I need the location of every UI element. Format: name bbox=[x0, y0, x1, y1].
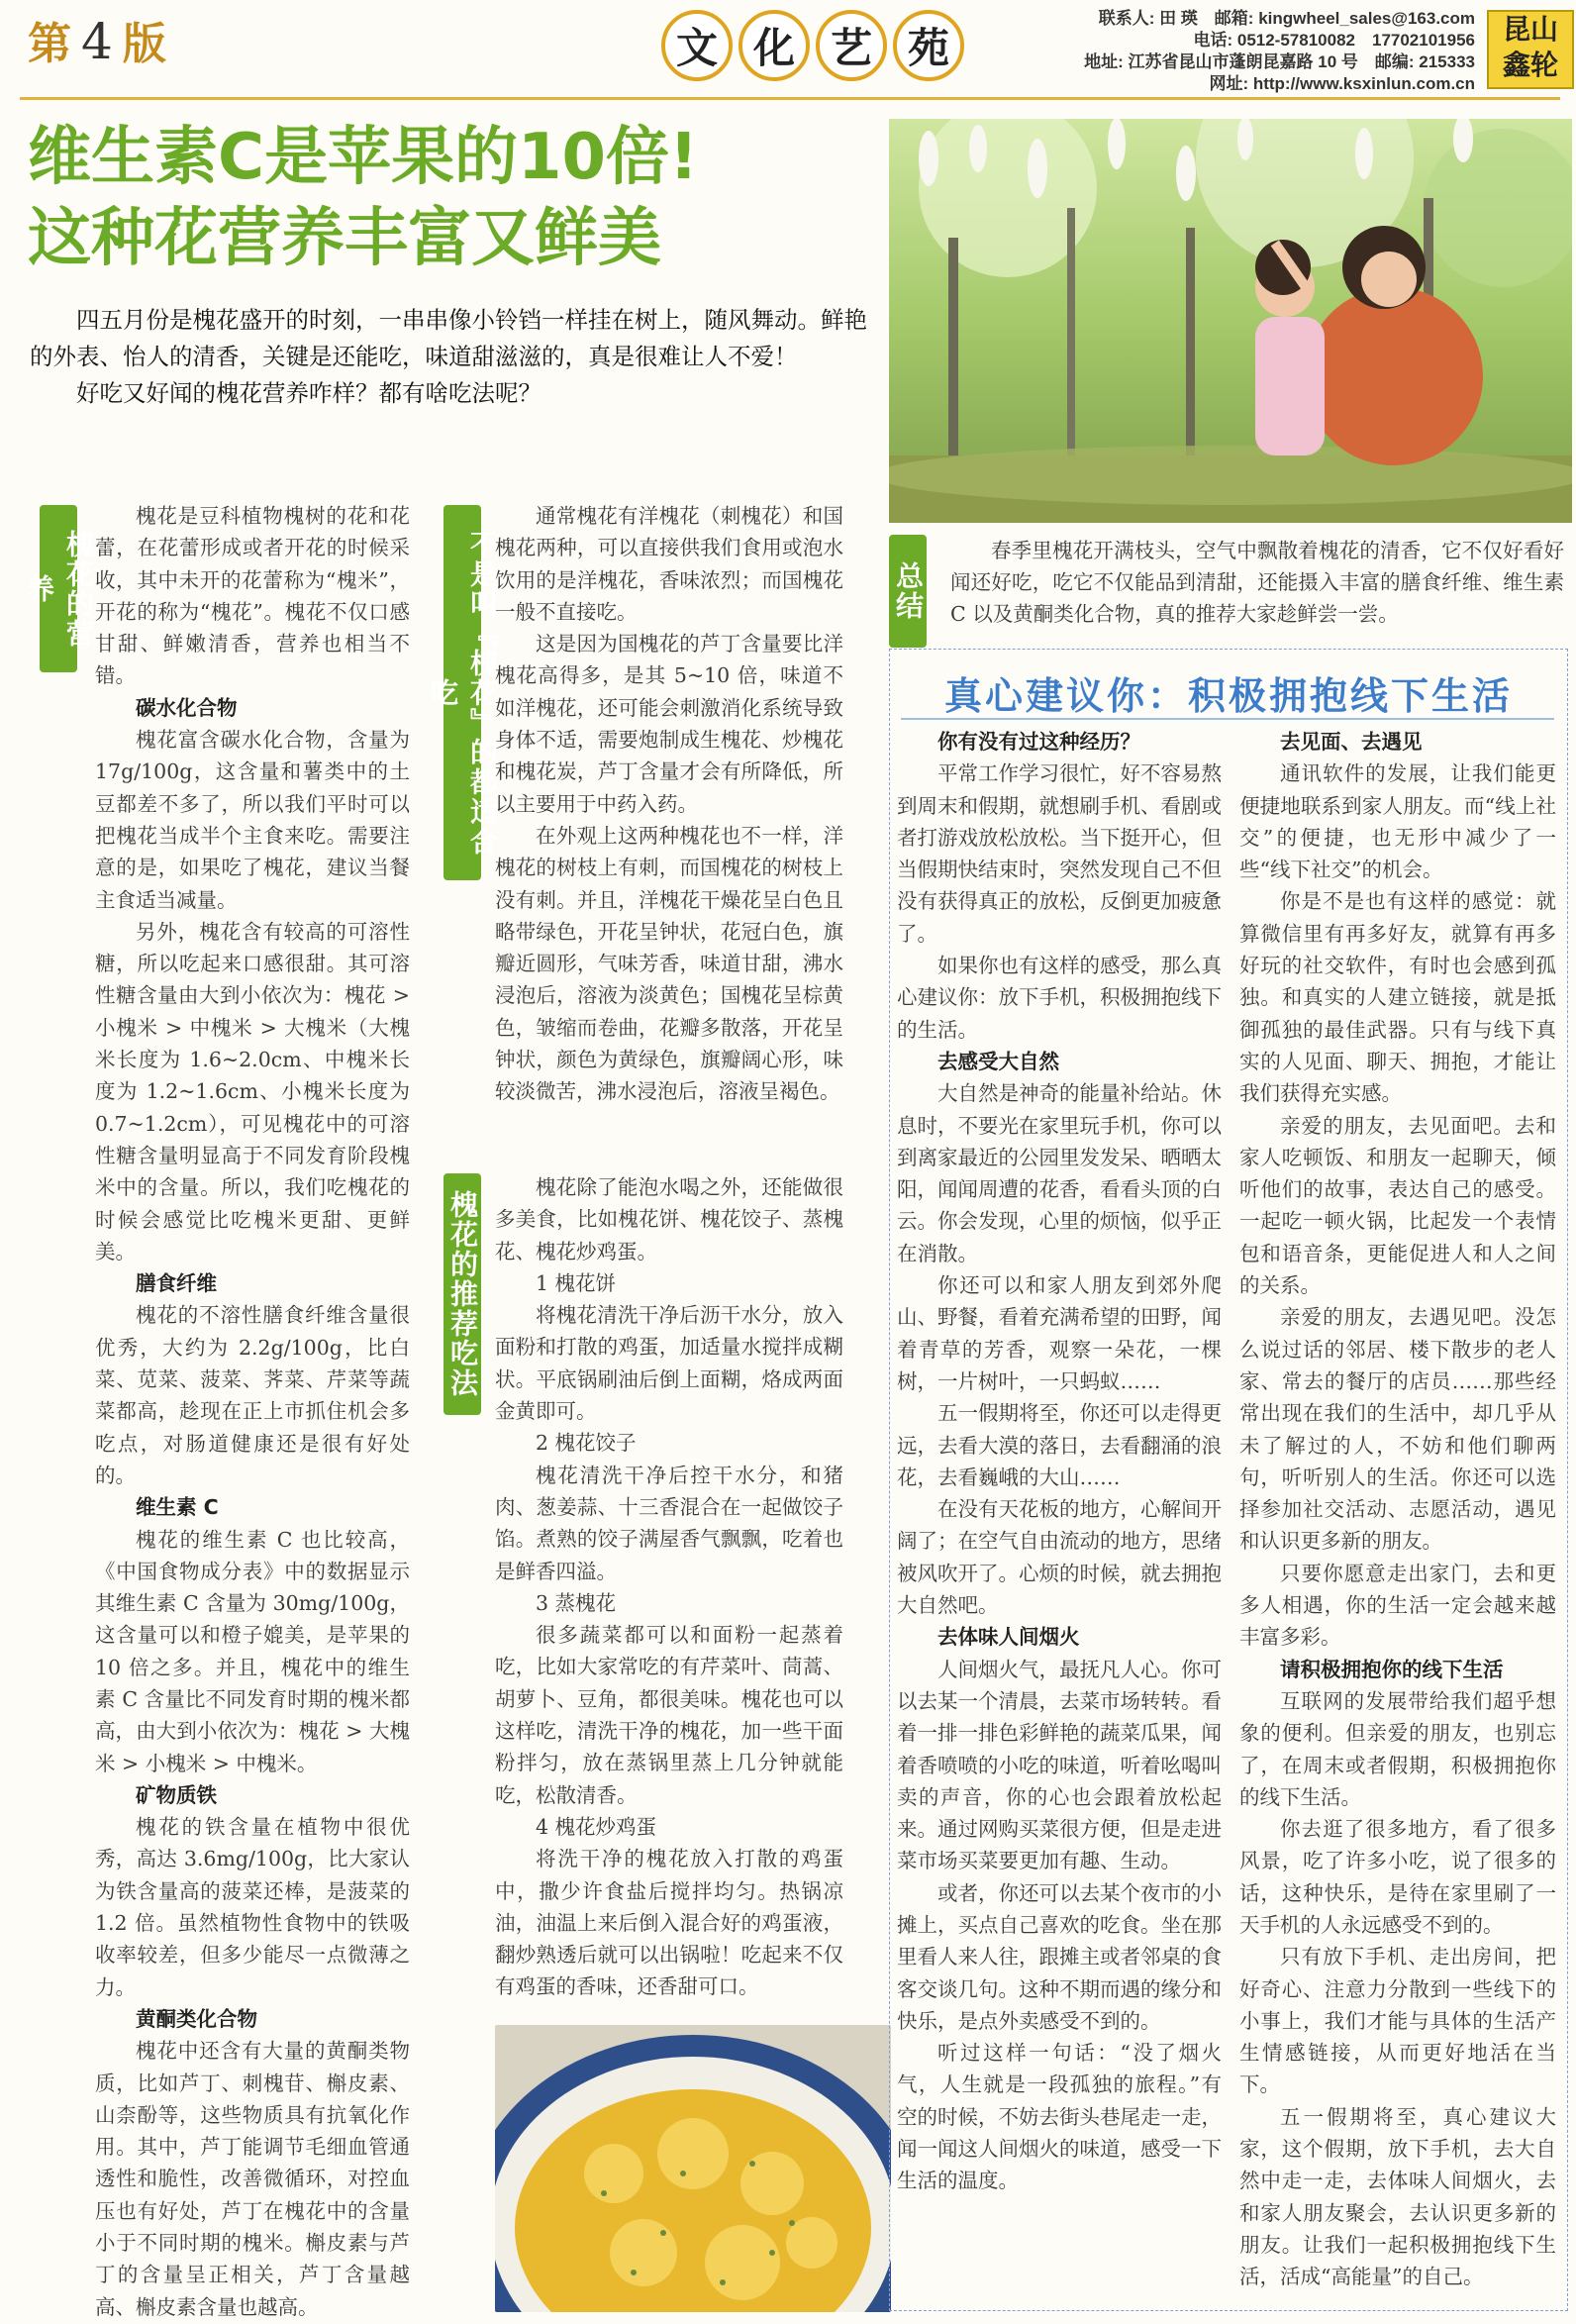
summary-text: 春季里槐花开满枝头，空气中飘散着槐花的清香，它不仅好看好闻还好吃，吃它不仅能品到清甜，还能摄入丰富的膳食纤维、维生素 C 以及黄酮类化合物，真的推荐大家趁鲜尝一尝。 bbox=[950, 539, 1564, 626]
header-divider bbox=[20, 97, 1560, 100]
contact-line: 联系人: 田 瑛 邮箱: kingwheel_sales@163.com bbox=[1098, 9, 1475, 28]
section-masthead bbox=[661, 10, 964, 81]
label-nutrition: 槐花的营养 bbox=[40, 505, 77, 672]
contact-info bbox=[1010, 8, 1475, 95]
subheading: 去感受大自然 bbox=[937, 1049, 1059, 1073]
label-not-all-edible: 不是叫『槐花』的都适合吃 bbox=[443, 505, 481, 880]
contact-line: 网址: http://www.ksxinlun.com.cn bbox=[1209, 74, 1475, 93]
subheading: 膳食纤维 bbox=[136, 1271, 217, 1296]
dish-illustration bbox=[495, 2025, 891, 2312]
box-title-divider bbox=[901, 718, 1554, 720]
article-title: 维生素C是苹果的10倍! 这种花营养丰富又鲜美 bbox=[28, 121, 699, 275]
masthead-char: 文 bbox=[661, 10, 733, 81]
recipe-heading: 2 槐花饺子 bbox=[536, 1431, 637, 1456]
offline-column-right: 去见面、去遇见 通讯软件的发展，让我们能更便捷地联系到家人朋友。而“线上社交”的便捷，也无形中减少了一些“线下社交”的机会。 你是不是也有这样的感觉：就算微信里有再多好友，就算有再多好玩的社交软件，有时也会感到孤独。和真实的人建立链接，就是抵御孤独的最佳武器。只有与线下真实的人见面、聊天、拥抱，才能让我们获得充实感。 亲爱的朋友，去见面吧。去和家人吃顿饭、和朋友一起聊天，倾听他们的故事，表达自己的感受。一起吃一顿火锅，比起发一个表情包和语音条，更能促进人和人之间的关系。 亲爱的朋友，去遇见吧。没怎么说过话的邻居、楼下散步的老人家、常去的餐厅的店员……那些经常出现在我们的生活中，却几乎从未了解过的人，不妨和他们聊两句，听听别人的生活。你还可以选择参加社交活动、志愿活动，遇见和认识更多新的朋友。 只要你愿意走出家门，去和更多人相遇，你的生活一定会越来越丰富多彩。 请积极拥抱你的线下生活 互联网的发展带给我们超乎想象的便利。但亲爱的朋友，也别忘了，在周末或者假期，积极拥抱你的线下生活。 你去逛了很多地方，看了很多风景，吃了许多小吃，说了很多的话，这种快乐，是待在家里刷了一天手机的人永远感受不到的。 只有放下手机、走出房间，把好奇心、注意力分散到一些线下的小事上，我们才能与具体的生活产生情感链接，从而更好地活在当下。 五一假期将至，真心建议大家，这个假期，放下手机，去大自然中走一走，去体味人间烟火，去和家人朋友聚会，去认识更多新的朋友。让我们一起积极拥抱线下生活，活成“高能量”的自己。 bbox=[1239, 726, 1556, 2293]
locust-flower-photo bbox=[889, 119, 1572, 523]
article-intro: 四五月份是槐花盛开的时刻，一串串像小铃铛一样挂在树上，随风舞动。鲜艳的外表、怡人的清香，关键是还能吃，味道甜滋滋的，真是很难让人不爱！ 好吃又好闻的槐花营养咋样？都有啥吃法呢？ bbox=[30, 306, 867, 407]
subheading: 维生素 C bbox=[136, 1495, 219, 1520]
subheading: 碳水化合物 bbox=[136, 695, 238, 720]
subheading: 去见面、去遇见 bbox=[1280, 730, 1423, 754]
subheading: 请积极拥抱你的线下生活 bbox=[1280, 1657, 1504, 1681]
masthead-char: 苑 bbox=[893, 10, 964, 81]
label-recipes: 槐花的推荐吃法 bbox=[443, 1173, 481, 1415]
fried-egg-dish-photo bbox=[495, 2025, 891, 2312]
subheading: 矿物质铁 bbox=[136, 1782, 217, 1807]
recipe-heading: 1 槐花饼 bbox=[536, 1270, 617, 1295]
masthead-char: 艺 bbox=[816, 10, 887, 81]
subheading: 你有没有过这种经历？ bbox=[937, 730, 1140, 754]
masthead-char: 化 bbox=[739, 10, 810, 81]
nutrition-column: 槐花是豆科植物槐树的花和花蕾，在花蕾形成或者开花的时候采收，其中未开的花蕾称为“槐米”，开花的称为“槐花”。槐花不仅口感甘甜、鲜嫩清香，营养也相当不错。 碳水化合物 槐花富含碳水化合物，含量为 17g/100g，这含量和薯类中的土豆都差不多了，所以我们平时可以把槐花当成半个主食来吃。需要注意的是，如果吃了槐花，建议当餐主食适当减量。 另外，槐花含有较高的可溶性糖，所以吃起来口感很甜。其可溶性糖含量由大到小依次为：槐花 > 小槐米 > 中槐米 > 大槐米（大槐米长度为 1.6~2.0cm、中槐米长度为 1.2~1.6cm、小槐米长度为 0.7~1.2cm），可见槐花中的可溶性糖含量明显高于不同发育阶段槐米中的含量。所以，我们吃槐花的时候会感觉比吃槐米更甜、更鲜美。 膳食纤维 槐花的不溶性膳食纤维含量很优秀，大约为 2.2g/100g，比白菜、苋菜、菠菜、荠菜、芹菜等蔬菜都高，趁现在正上市抓住机会多吃点，对肠道健康还是很有好处的。 维生素 C 槐花的维生素 C 也比较高，《中国食物成分表》中的数据显示其维生素 C 含量为 30mg/100g，这含量可以和橙子媲美，是苹果的 10 倍之多。并且，槐花中的维生素 C 含量比不同发育时期的槐米都高，由大到小依次为：槐花 > 大槐米 > 小槐米 > 中槐米。 矿物质铁 槐花的铁含量在植物中很优秀，高达 3.6mg/100g，比大家认为铁含量高的菠菜还棒，是菠菜的 1.2 倍。虽然植物性食物中的铁吸收率较差，但多少能尽一点微薄之力。 黄酮类化合物 槐花中还含有大量的黄酮类物质，比如芦丁、刺槐苷、槲皮素、山柰酚等，这些物质具有抗氧化作用。其中，芦丁能调节毛细血管通透性和脆性，改善微循环，对控血压也有好处，芦丁在槐花中的含量小于不同时期的槐米。槲皮素与芦丁的含量呈正相关，芦丁含量越高、槲皮素含量也越高。 bbox=[95, 504, 410, 2319]
not-all-column: 通常槐花有洋槐花（刺槐花）和国槐花两种，可以直接供我们食用或泡水饮用的是洋槐花，香味浓烈；而国槐花一般不直接吃。 这是因为国槐花的芦丁含量要比洋槐花高得多，是其 5~10 倍，味道不如洋槐花，还可能会刺激消化系统导致身体不适，需要炮制成生槐花、炒槐花和槐花炭，芦丁含量才会有所降低，所以主要用于中药入药。 在外观上这两种槐花也不一样，洋槐花的树枝上有刺，而国槐花的树枝上没有刺。并且，洋槐花干燥花呈白色且略带绿色，开花呈钟状，花冠白色，旗瓣近圆形，气味芳香，味道甘甜，沸水浸泡后，溶液为淡黄色；国槐花呈棕黄色，皱缩而卷曲，花瓣多散落，开花呈钟状，颜色为黄绿色，旗瓣阔心形，味较淡微苦，沸水浸泡后，溶液呈褐色。 bbox=[495, 504, 843, 1104]
recipe-heading: 4 槐花炒鸡蛋 bbox=[536, 1814, 657, 1839]
photo-illustration bbox=[889, 119, 1572, 523]
subheading: 黄酮类化合物 bbox=[136, 2006, 257, 2031]
offline-life-title: 真心建议你：积极拥抱线下生活 bbox=[943, 673, 1513, 718]
edition-label: 第 4 版 bbox=[28, 13, 170, 70]
recipes-column: 槐花除了能泡水喝之外，还能做很多美食，比如槐花饼、槐花饺子、蒸槐花、槐花炒鸡蛋。 1 槐花饼 将槐花清洗干净后沥干水分，放入面粉和打散的鸡蛋，加适量水搅拌成糊状。平底锅刷油后倒上面糊，烙成两面金黄即可。 2 槐花饺子 槐花清洗干净后控干水分，和猪肉、葱姜蒜、十三香混合在一起做饺子馅。煮熟的饺子满屋香气飘飘，吃着也是鲜香四溢。 3 蒸槐花 很多蔬菜都可以和面粉一起蒸着吃，比如大家常吃的有芹菜叶、茼蒿、胡萝卜、豆角，都很美味。槐花也可以这样吃，清洗干净的槐花，加一些干面粉拌匀，放在蒸锅里蒸上几分钟就能吃，松散清香。 4 槐花炒鸡蛋 将洗干净的槐花放入打散的鸡蛋中，撒少许食盐后搅拌均匀。热锅凉油，油温上来后倒入混合好的鸡蛋液，翻炒熟透后就可以出锅啦！吃起来不仅有鸡蛋的香味，还香甜可口。 bbox=[495, 1175, 843, 1999]
contact-line: 地址: 江苏省昆山市蓬朗昆嘉路 10 号 邮编: 215333 bbox=[1084, 52, 1475, 71]
contact-line: 电话: 0512-57810082 17702101956 bbox=[1193, 31, 1475, 50]
recipe-heading: 3 蒸槐花 bbox=[536, 1590, 617, 1615]
label-summary: 总结 bbox=[889, 535, 927, 648]
offline-column-left: 你有没有过这种经历？ 平常工作学习很忙，好不容易熬到周末和假期，就想刷手机、看剧或者打游戏放松放松。当下挺开心，但当假期快结束时，突然发现自己不但没有获得真正的放松，反倒更加疲惫了。 如果你也有这样的感受，那么真心建议你：放下手机，积极拥抱线下的生活。 去感受大自然 大自然是神奇的能量补给站。休息时，不要光在家里玩手机，你可以到离家最近的公园里发发呆、晒晒太阳，闻闻周遭的花香，看看头顶的白云。你会发现，心里的烦恼，似乎正在消散。 你还可以和家人朋友到郊外爬山、野餐，看着充满希望的田野，闻着青草的芳香，观察一朵花，一棵树，一片树叶，一只蚂蚁…… 五一假期将至，你还可以走得更远，去看大漠的落日，去看翻涌的浪花，去看巍峨的大山…… 在没有天花板的地方，心解间开阔了；在空气自由流动的地方，思绪被风吹开了。心烦的时候，就去拥抱大自然吧。 去体味人间烟火 人间烟火气，最抚凡人心。你可以去某一个清晨，去菜市场转转。看着一排一排色彩鲜艳的蔬菜瓜果，闻着香喷喷的小吃的味道，听着吆喝叫卖的声音，你的心也会跟着放松起来。通过网购买菜很方便，但是走进菜市场买菜要更加有趣、生动。 或者，你还可以去某个夜市的小摊上，买点自己喜欢的吃食。坐在那里看人来人往，跟摊主或者邻桌的食客交谈几句。这种不期而遇的缘分和快乐，是点外卖感受不到的。 听过这样一句话：“没了烟火气，人生就是一段孤独的旅程。”有空的时候，不妨去街头巷尾走一走，闻一闻这人间烟火的味道，感受一下生活的温度。 bbox=[897, 726, 1222, 2197]
subheading: 去体味人间烟火 bbox=[937, 1625, 1080, 1650]
brand-logo: 昆山 鑫轮 bbox=[1487, 10, 1574, 89]
